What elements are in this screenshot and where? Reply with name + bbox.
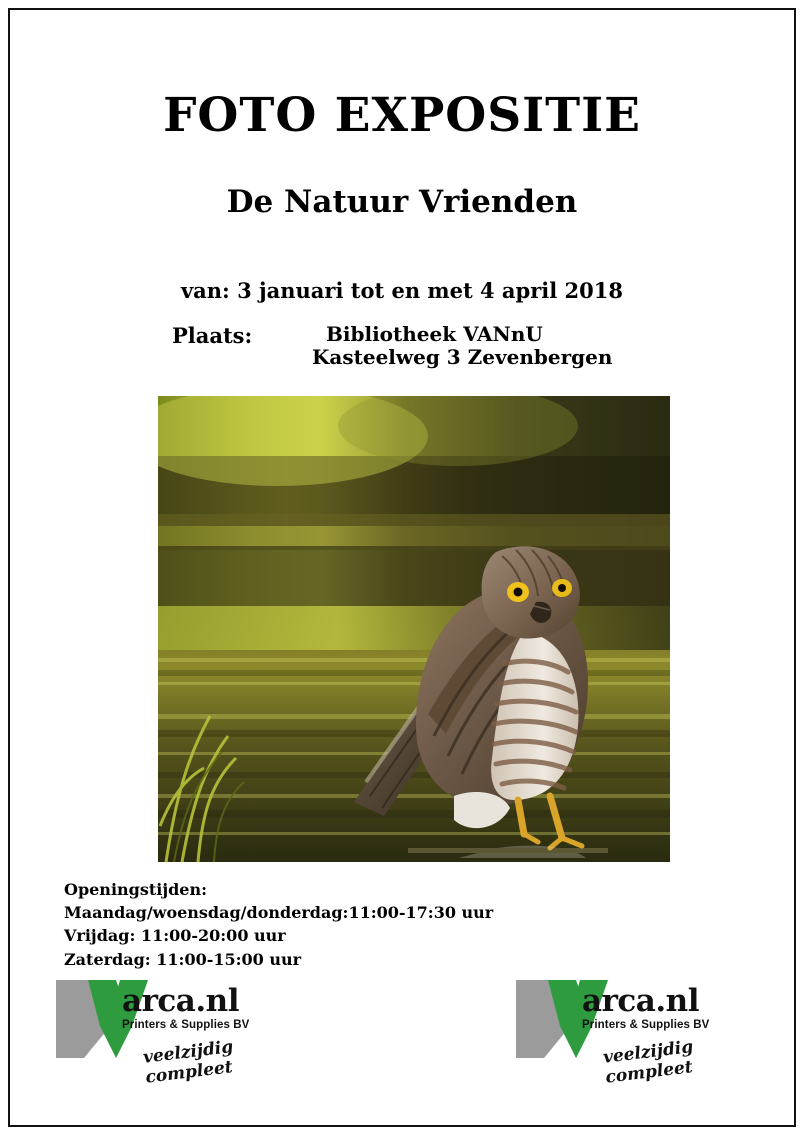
arca-logo-subtitle: Printers & Supplies BV	[122, 1019, 250, 1031]
arca-logo-name: arca.nl	[582, 983, 699, 1019]
poster-page	[8, 8, 796, 1127]
opening-hours-line-3: Zaterdag: 11:00-15:00 uur	[64, 949, 302, 969]
sponsor-logo-right	[514, 978, 764, 1088]
venue-block	[10, 323, 794, 369]
arca-logo-slogan: veelzijdig compleet	[142, 1036, 235, 1088]
opening-hours-line-2: Vrijdag: 11:00-20:00 uur	[64, 926, 286, 946]
venue-label: Plaats:	[172, 323, 253, 348]
arca-logo-name: arca.nl	[122, 983, 239, 1019]
bird-photo-illustration	[158, 396, 670, 862]
exhibition-date-range: van: 3 januari tot en met 4 april 2018	[180, 278, 623, 303]
opening-hours	[64, 878, 493, 971]
arca-logo-text	[582, 983, 767, 1031]
page-subtitle: De Natuur Vrienden	[226, 184, 578, 220]
exhibition-photo	[158, 396, 670, 862]
opening-hours-heading: Openingstijden:	[64, 880, 208, 899]
arca-logo-slogan: veelzijdig compleet	[602, 1036, 695, 1088]
arca-logo-text	[122, 983, 307, 1031]
sponsor-logo-left	[54, 978, 304, 1088]
venue-name: Bibliotheek VANnU	[326, 322, 543, 346]
page-title: FOTO EXPOSITIE	[163, 88, 641, 143]
arca-logo-subtitle: Printers & Supplies BV	[582, 1019, 710, 1031]
venue-address	[312, 323, 642, 369]
opening-hours-line-1: Maandag/woensdag/donderdag:11:00-17:30 uur	[64, 903, 494, 923]
venue-street: Kasteelweg 3 Zevenbergen	[312, 345, 613, 369]
